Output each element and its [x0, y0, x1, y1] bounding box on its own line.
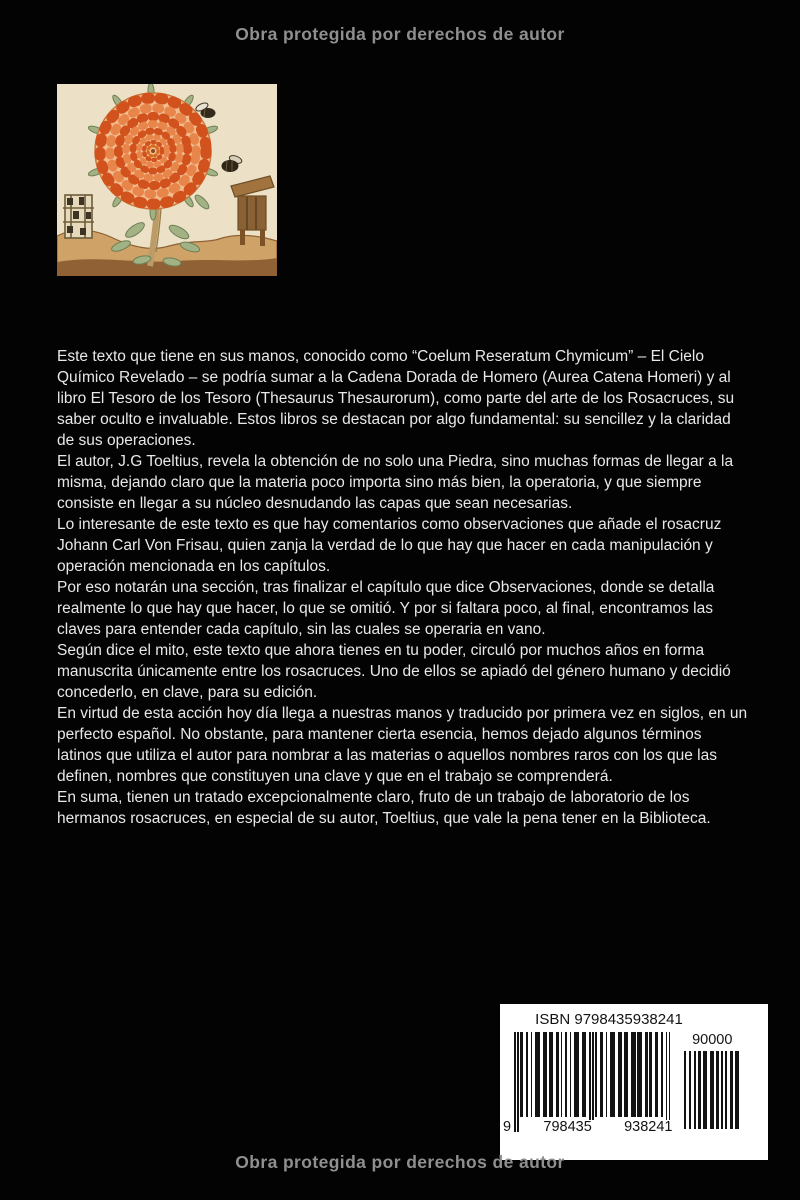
rose-illustration-svg — [57, 84, 277, 276]
supplement-barcode-bars — [684, 1051, 742, 1129]
paragraph: Según dice el mito, este texto que ahora tienes en tu poder, circuló por muchos años en forma manuscrita únicamente entre los rosacruces. Uno de ellos se apiadó del género humano y decidió concederlo, en clave, para su edición. — [57, 642, 731, 701]
barcode-panel — [500, 1004, 768, 1160]
rose-illustration — [57, 84, 277, 276]
copyright-watermark-top: Obra protegida por derechos de autor — [235, 24, 565, 44]
ean-barcode-bars — [514, 1032, 672, 1132]
paragraph: El autor, J.G Toeltius, revela la obtención de no solo una Piedra, sino muchas formas de llegar a la misma, dejando claro que la materia poco importa sino más bien, la operatoria, y que siempre consiste en llegar a su núcleo desnudando las capas que sean necesarias. — [57, 453, 734, 512]
paragraph: Este texto que tiene en sus manos, conocido como “Coelum Reseratum Chymicum” – El Cielo Químico Revelado – se podría sumar a la Cadena Dorada de Homero (Aurea Catena Homeri) y al libro El Tesoro de los Tesoro (Thesaurus Thesaurorum), como parte del arte de los Rosacruces, su saber oculto e invaluable. Estos libros se destacan por algo fundamental: su sencillez y la claridad de sus operaciones. — [57, 348, 735, 449]
copyright-watermark-bottom: Obra protegida por derechos de autor — [235, 1152, 565, 1172]
paragraph: Lo interesante de este texto es que hay comentarios como observaciones que añade el rosacruz Johann Carl Von Frisau, quien zanja la verdad de lo que hay que hacer en cada manipulación y operación mencionada en los capítulos. — [57, 516, 722, 575]
isbn-label: ISBN 9798435938241 — [535, 1011, 683, 1028]
ean-digit-group1: 798435 — [543, 1119, 592, 1135]
ean-digit-group2: 938241 — [624, 1119, 673, 1135]
paragraph: En virtud de esta acción hoy día llega a nuestras manos y traducido por primera vez en siglos, en un perfecto español. No obstante, para mantener cierta esencia, hemos dejado algunos términos latinos que utiliza el autor para nombrar a las materias o aquellos nombres raros con los que las definen, nombres que constituyen una clave y que en el trabajo se comprenderá. — [57, 705, 748, 785]
lattice-tower — [63, 195, 94, 238]
paragraph: En suma, tienen un tratado excepcionalmente claro, fruto de un trabajo de laboratorio de los hermanos rosacruces, en especial de su autor, Toeltius, que vale la pena tener en la Biblioteca. — [57, 789, 711, 827]
back-cover-text — [57, 346, 749, 829]
supplement-barcode — [684, 1033, 742, 1129]
ean-digit-lead: 9 — [503, 1119, 512, 1135]
ean-barcode — [503, 1032, 673, 1135]
paragraph: Por eso notarán una sección, tras finalizar el capítulo que dice Observaciones, donde se detalla realmente lo que hay que hacer, lo que se omitió. Y por si faltara poco, al final, encontramos las claves para entender cada capítulo, sin las cuales se operaria en vano. — [57, 579, 715, 638]
price-code: 90000 — [692, 1032, 733, 1048]
